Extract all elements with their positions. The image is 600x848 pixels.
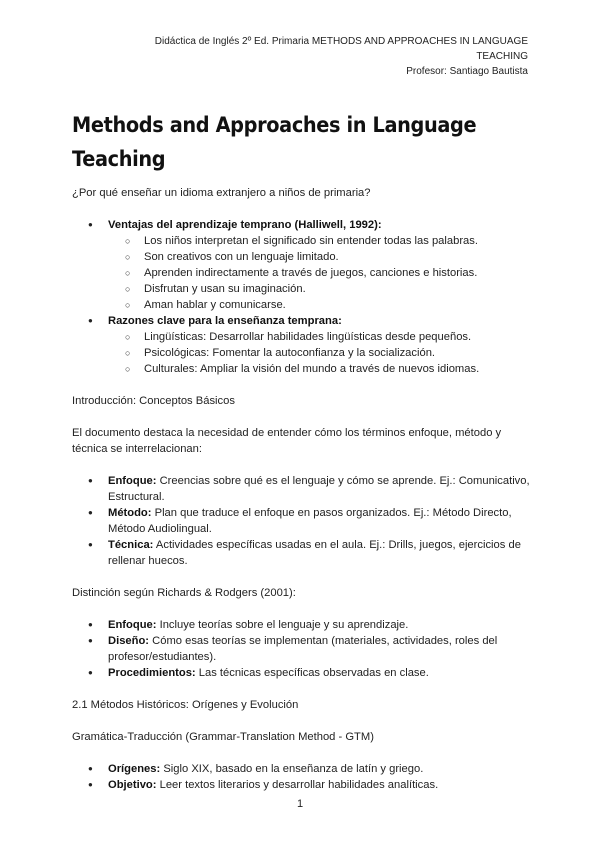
term-desc: Siglo XIX, basado en la enseñanza de latín y griego.: [163, 763, 424, 775]
list-item: ○ Son creativos con un lenguaje limitado.: [108, 249, 532, 265]
list-item: [72, 633, 532, 665]
header-line-3: Profesor: Santiago Bautista: [406, 66, 528, 77]
term-desc: Actividades específicas usadas en el aula. Ej.: Drills, juegos, ejercicios de rellenar huecos.: [108, 539, 521, 567]
list-item: [72, 537, 532, 569]
terms-list: [72, 473, 532, 569]
term-label: Enfoque:: [108, 619, 157, 631]
razones-sublist: [108, 329, 532, 377]
list-item: ○ Lingüísticas: Desarrollar habilidades lingüísticas desde pequeños.: [108, 329, 532, 345]
section-heading: 2.1 Métodos Históricos: Orígenes y Evolución: [72, 699, 299, 711]
page-number: 1: [296, 798, 304, 810]
intro-text: El documento destaca la necesidad de entender cómo los términos enfoque, método y técnica se interrelacionan:: [72, 427, 502, 455]
list-item: ○ Disfrutan y usan su imaginación.: [108, 281, 532, 297]
page-header: [58, 34, 528, 79]
term-label: Diseño:: [108, 635, 150, 647]
list-item: [72, 665, 532, 681]
gtm-heading: Gramática-Traducción (Grammar-Translation Method - GTM): [72, 731, 374, 743]
term-desc: Plan que traduce el enfoque en pasos organizados. Ej.: Método Directo, Método Audiolingual.: [108, 507, 512, 535]
document-body: [72, 185, 532, 809]
term-label: Objetivo:: [108, 779, 157, 791]
term-desc: Cómo esas teorías se implementan (materiales, actividades, roles del profesor/estudiantes).: [108, 635, 498, 663]
term-label: Enfoque:: [108, 475, 157, 487]
list-item: [72, 777, 532, 793]
question-line: ¿Por qué enseñar un idioma extranjero a niños de primaria?: [72, 187, 371, 199]
list-item: [72, 761, 532, 777]
list-item: ○ Aprenden indirectamente a través de juegos, canciones e historias.: [108, 265, 532, 281]
term-label: Procedimientos:: [108, 667, 196, 679]
term-desc: Creencias sobre qué es el lenguaje y cómo se aprende. Ej.: Comunicativo, Estructural.: [108, 475, 530, 503]
header-line-2: TEACHING: [476, 51, 528, 62]
list-item: ○ Los niños interpretan el significado sin entender todas las palabras.: [108, 233, 532, 249]
gtm-list: [72, 761, 532, 793]
list-item: [72, 617, 532, 633]
list-item: [72, 313, 532, 377]
list-item: ○ Aman hablar y comunicarse.: [108, 297, 532, 313]
list-item: [72, 473, 532, 505]
richards-list: [72, 617, 532, 681]
term-label: Método:: [108, 507, 152, 519]
richards-heading: Distinción según Richards & Rodgers (2001):: [72, 587, 296, 599]
list-item: [72, 217, 532, 313]
razones-label: Razones clave para la enseñanza temprana:: [108, 315, 342, 327]
term-desc: Incluye teorías sobre el lenguaje y su aprendizaje.: [159, 619, 409, 631]
list-item: ○ Culturales: Ampliar la visión del mundo a través de nuevos idiomas.: [108, 361, 532, 377]
list-item: ○ Psicológicas: Fomentar la autoconfianza y la socialización.: [108, 345, 532, 361]
reasons-list: [72, 217, 532, 377]
ventajas-label: Ventajas del aprendizaje temprano (Halliwell, 1992):: [108, 219, 382, 231]
ventajas-sublist: [108, 233, 532, 313]
term-desc: Las técnicas específicas observadas en clase.: [198, 667, 429, 679]
header-line-1: Didáctica de Inglés 2º Ed. Primaria METHODS AND APPROACHES IN LANGUAGE: [154, 36, 528, 47]
intro-heading: Introducción: Conceptos Básicos: [72, 395, 235, 407]
document-title: Methods and Approaches in Language Teaching: [72, 113, 477, 171]
term-label: Orígenes:: [108, 763, 161, 775]
term-desc: Leer textos literarios y desarrollar habilidades analíticas.: [159, 779, 439, 791]
term-label: Técnica:: [108, 539, 154, 551]
list-item: [72, 505, 532, 537]
